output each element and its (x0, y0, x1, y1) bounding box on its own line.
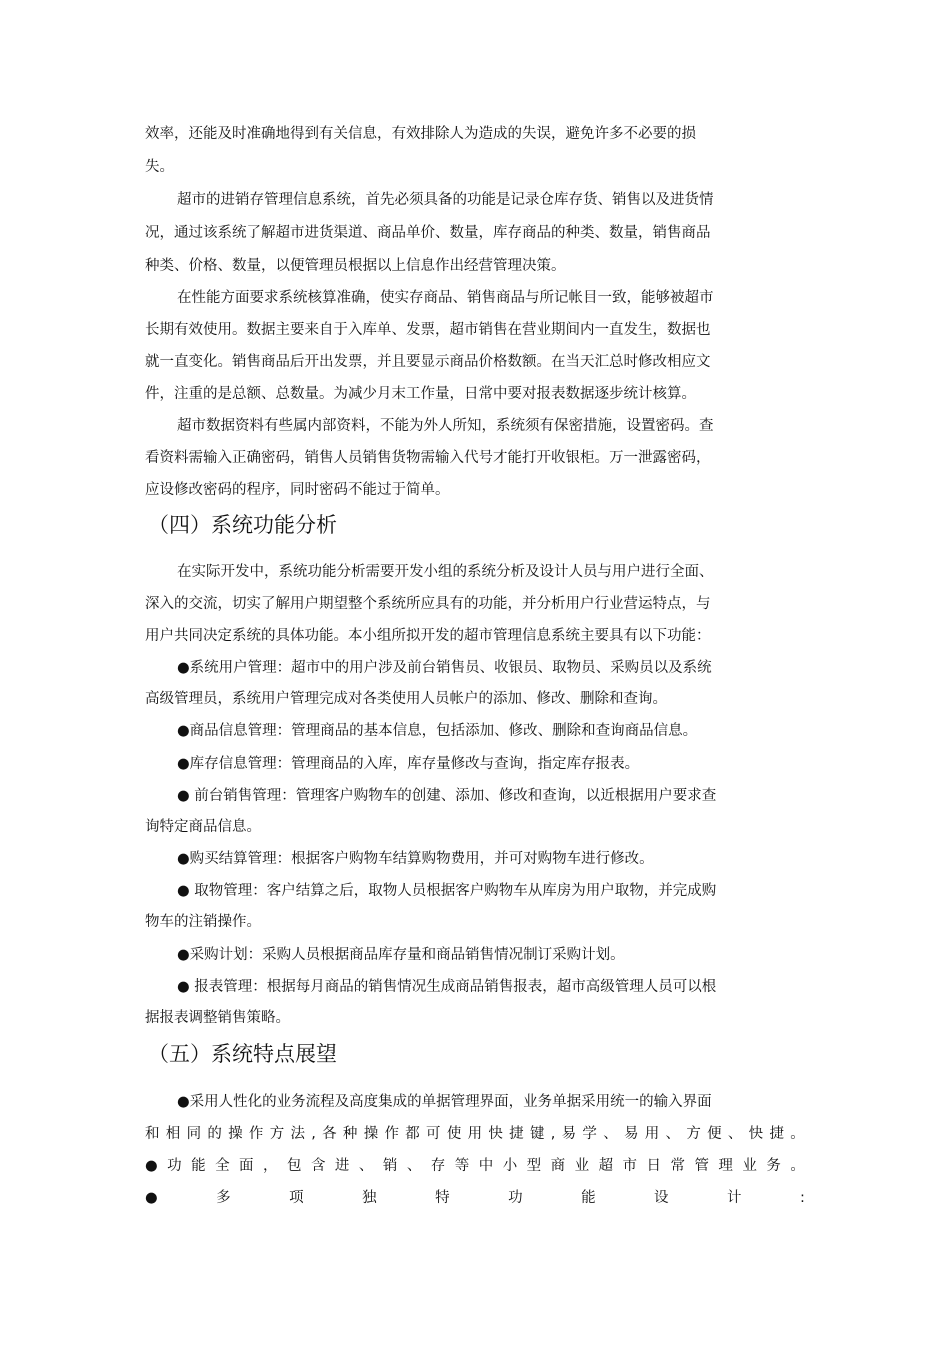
justified-char: 方 (686, 1126, 701, 1142)
justified-char: 、 (603, 1126, 618, 1142)
justified-char: 。 (790, 1158, 805, 1174)
intro-line-2: 失。 (145, 159, 174, 175)
para3-line-2: 看资料需输入正确密码，销售人员销售货物需输入代号才能打开收银柜。万一泄露密码， (145, 450, 711, 466)
feature-front-sales-line-1: ● 前台销售管理：管理客户购物车的创建、添加、修改和查询，以近根据用户要求查 (177, 788, 717, 804)
justified-char: 键 (529, 1126, 545, 1142)
justified-char: 特 (435, 1190, 450, 1206)
justified-char: 独 (362, 1190, 377, 1206)
justified-char: 常 (670, 1158, 685, 1174)
justified-char: 快 (748, 1126, 764, 1142)
justified-char: 快 (488, 1126, 503, 1142)
feature-user-management-line-2: 高级管理员，系统用户管理完成对各类使用人员帐户的添加、修改、删除和查询。 (145, 691, 667, 707)
justified-char: , (550, 1126, 556, 1142)
justified-char: 销 (382, 1158, 398, 1174)
justified-char: 功 (508, 1190, 523, 1206)
justified-char: 能 (581, 1190, 596, 1206)
feature-checkout: ●购买结算管理：根据客户购物车结算购物费用，并可对购物车进行修改。 (177, 851, 654, 867)
justified-char: 都 (405, 1126, 420, 1142)
justified-char: 、 (665, 1126, 681, 1142)
justified-char: 学 (582, 1126, 597, 1142)
justified-char: 多 (216, 1190, 231, 1206)
para1-line-1: 超市的进销存管理信息系统，首先必须具备的功能是记录仓库存货、销售以及进货情 (177, 192, 714, 208)
para2-line-3: 就一直变化。销售商品后开出发票，并且要显示商品价格数额。在当天汇总时修改相应文 (145, 354, 711, 370)
justified-char: 业 (742, 1158, 757, 1174)
feature-pickup-line-1: ● 取物管理：客户结算之后，取物人员根据客户购物车从库房为用户取物，并完成购 (177, 883, 717, 899)
justified-char: 存 (430, 1158, 446, 1174)
justified-char: 管 (694, 1158, 709, 1174)
justified-char: 计 (727, 1190, 742, 1206)
feature-pickup-line-2: 物车的注销操作。 (145, 914, 261, 930)
justified-char: 小 (502, 1158, 518, 1174)
para2-line-1: 在性能方面要求系统核算准确，使实存商品、销售商品与所记帐目一致，能够被超市 (177, 290, 714, 306)
section4-para-line-1: 在实际开发中，系统功能分析需要开发小组的系统分析及设计人员与用户进行全面、 (177, 564, 714, 580)
section5-line-4 (145, 1188, 805, 1208)
justified-char: 、 (358, 1158, 374, 1174)
justified-char: 法 (290, 1126, 305, 1142)
justified-char: 种 (342, 1126, 358, 1142)
justified-char: 能 (191, 1158, 206, 1174)
justified-char: 可 (426, 1126, 441, 1142)
section5-line-1: ●采用人性化的业务流程及高度集成的单据管理界面，业务单据采用统一的输入界面 (177, 1094, 712, 1110)
justified-char: 各 (322, 1126, 337, 1142)
justified-char: ● (145, 1190, 158, 1206)
intro-line-1: 效率，还能及时准确地得到有关信息，有效排除人为造成的失误，避免许多不必要的损 (145, 126, 696, 142)
section5-line-3 (145, 1156, 805, 1176)
justified-char: 超 (598, 1158, 614, 1174)
para1-line-3: 种类、价格、数量，以便管理员根据以上信息作出经营管理决策。 (145, 258, 566, 274)
justified-char: 业 (574, 1158, 590, 1174)
justified-char: 用 (644, 1126, 660, 1142)
section4-para-line-2: 深入的交流，切实了解用户期望整个系统所应具有的功能，并分析用户行业营运特点，与 (145, 596, 711, 612)
justified-char: 理 (718, 1158, 733, 1174)
justified-char: , (311, 1126, 316, 1142)
justified-char: ● (145, 1158, 158, 1174)
feature-front-sales-line-2: 询特定商品信息。 (145, 819, 261, 835)
para1-line-2: 况，通过该系统了解超市进货渠道、商品单价、数量，库存商品的种类、数量，销售商品 (145, 225, 711, 241)
section5-heading: （五）系统特点展望 (148, 1042, 337, 1066)
justified-char: 务 (766, 1158, 781, 1174)
feature-user-management-line-1: ●系统用户管理：超市中的用户涉及前台销售员、收银员、取物员、采购员以及系统 (177, 660, 712, 676)
justified-char: 便 (707, 1126, 722, 1142)
justified-char: 面 (239, 1158, 254, 1174)
justified-char: 设 (654, 1190, 669, 1206)
justified-char: 、 (406, 1158, 422, 1174)
justified-char: 等 (454, 1158, 470, 1174)
section4-heading: （四）系统功能分析 (148, 513, 337, 537)
justified-char: 项 (289, 1190, 304, 1206)
section4-para-line-3: 用户共同决定系统的具体功能。本小组所拟开发的超市管理信息系统主要具有以下功能： (145, 628, 711, 644)
para3-line-1: 超市数据资料有些属内部资料，不能为外人所知，系统须有保密措施，设置密码。查 (177, 418, 714, 434)
feature-report-line-2: 据报表调整销售策略。 (145, 1010, 290, 1026)
justified-char: 作 (384, 1126, 399, 1142)
justified-char: 功 (167, 1158, 182, 1174)
justified-char: : (800, 1190, 805, 1206)
justified-char: 、 (727, 1126, 743, 1142)
justified-char: 捷 (769, 1126, 784, 1142)
para3-line-3: 应设修改密码的程序，同时密码不能过于简单。 (145, 482, 450, 498)
justified-char: 中 (478, 1158, 494, 1174)
justified-char: 全 (215, 1158, 230, 1174)
justified-char: 和 (145, 1126, 160, 1142)
justified-char: 商 (550, 1158, 566, 1174)
justified-char: 操 (363, 1126, 379, 1142)
justified-char: 含 (310, 1158, 326, 1174)
justified-char: 捷 (509, 1126, 524, 1142)
justified-char: 日 (646, 1158, 661, 1174)
feature-purchase-plan: ●采购计划：采购人员根据商品库存量和商品销售情况制订采购计划。 (177, 947, 625, 963)
feature-goods-info: ●商品信息管理：管理商品的基本信息，包括添加、修改、删除和查询商品信息。 (177, 723, 698, 739)
justified-char: 相 (165, 1126, 181, 1142)
justified-char: 的 (207, 1126, 222, 1142)
justified-char: 。 (790, 1126, 805, 1142)
justified-char: 包 (286, 1158, 302, 1174)
justified-char: 市 (622, 1158, 638, 1174)
para2-line-2: 长期有效使用。数据主要来自于入库单、发票，超市销售在营业期间内一直发生，数据也 (145, 322, 711, 338)
justified-char: 易 (623, 1126, 639, 1142)
para2-line-4: 件，注重的是总额、总数量。为减少月末工作量，日常中要对报表数据逐步统计核算。 (145, 386, 696, 402)
justified-char: 操 (228, 1126, 243, 1142)
justified-char: 使 (446, 1126, 462, 1142)
section5-line-2 (145, 1124, 805, 1144)
justified-char: 作 (248, 1126, 264, 1142)
feature-stock-info: ●库存信息管理：管理商品的入库，库存量修改与查询，指定库存报表。 (177, 756, 640, 772)
justified-char: 进 (334, 1158, 350, 1174)
feature-report-line-1: ● 报表管理：根据每月商品的销售情况生成商品销售报表，超市高级管理人员可以根 (177, 979, 717, 995)
justified-char: 用 (467, 1126, 483, 1142)
justified-char: 型 (526, 1158, 542, 1174)
justified-char: 易 (561, 1126, 577, 1142)
justified-char: ， (263, 1158, 278, 1174)
justified-char: 同 (186, 1126, 202, 1142)
justified-char: 方 (269, 1126, 285, 1142)
